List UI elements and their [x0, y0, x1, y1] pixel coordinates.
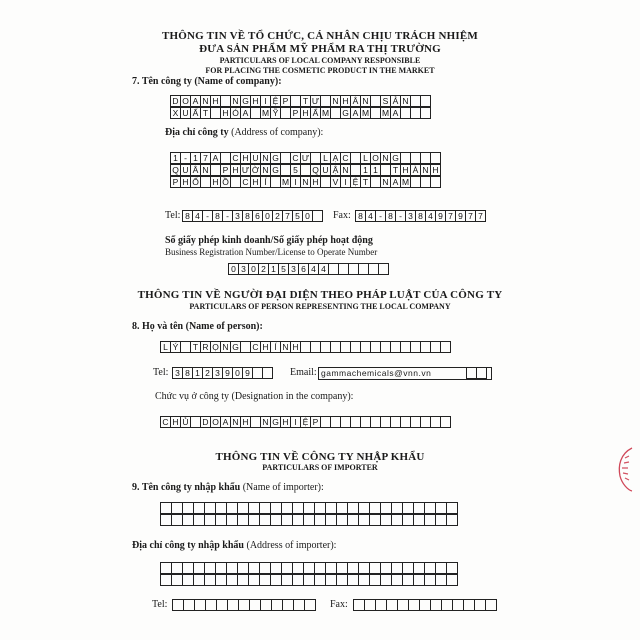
- char-box[interactable]: I: [260, 95, 271, 107]
- char-box[interactable]: Ọ: [210, 341, 221, 353]
- char-box[interactable]: M: [361, 108, 370, 118]
- header-responsible-vn-1: THÔNG TIN VỀ TỔ CHỨC, CÁ NHÂN CHỊU TRÁCH NHIỆM: [161, 30, 478, 42]
- importer-tel-boxes[interactable]: [172, 599, 316, 611]
- char-box[interactable]: -: [180, 152, 191, 164]
- char-box[interactable]: 1: [170, 152, 181, 164]
- importer-address-label: Địa chỉ công ty nhập khẩu (Address of importer):: [132, 540, 337, 551]
- company-address-boxes-2[interactable]: [170, 164, 441, 176]
- char-box[interactable]: A: [390, 176, 401, 188]
- char-box[interactable]: S: [380, 95, 391, 107]
- company-name-boxes-2[interactable]: [170, 107, 431, 119]
- char-box[interactable]: G: [230, 341, 241, 353]
- char-box[interactable]: I: [290, 176, 301, 188]
- char-box[interactable]: N: [340, 164, 351, 176]
- char-box[interactable]: [446, 502, 458, 514]
- char-box[interactable]: M: [321, 108, 330, 118]
- person-email-box[interactable]: gammachemicals@vnn.vn: [318, 367, 492, 380]
- char-box[interactable]: -: [222, 210, 233, 222]
- char-box[interactable]: N: [380, 152, 391, 164]
- char-box[interactable]: H: [230, 164, 241, 176]
- char-box[interactable]: O: [210, 416, 221, 428]
- importer-fax-label: Fax:: [330, 599, 348, 610]
- char-box[interactable]: N: [330, 95, 341, 107]
- char-box[interactable]: 7: [465, 210, 476, 222]
- char-box[interactable]: C: [240, 176, 251, 188]
- char-box[interactable]: Í: [260, 176, 271, 188]
- char-box[interactable]: H: [210, 176, 221, 188]
- char-box[interactable]: C: [230, 152, 241, 164]
- char-box[interactable]: Ệ: [350, 176, 361, 188]
- designation-label: Chức vụ ở công ty (Designation in the company):: [155, 391, 354, 402]
- char-box[interactable]: N: [220, 341, 231, 353]
- char-box[interactable]: P: [290, 107, 301, 119]
- char-box[interactable]: N: [260, 416, 271, 428]
- char-box[interactable]: C: [290, 152, 301, 164]
- header-representative-en: PARTICULARS OF PERSON REPRESENTING THE LOCAL COMPANY: [189, 302, 451, 311]
- person-email-trailing-boxes[interactable]: [466, 367, 487, 379]
- license-boxes[interactable]: [228, 263, 389, 275]
- char-box[interactable]: G: [270, 416, 281, 428]
- char-box[interactable]: P: [170, 176, 181, 188]
- char-box[interactable]: O: [180, 95, 191, 107]
- char-box[interactable]: [304, 599, 316, 611]
- char-box[interactable]: I: [340, 176, 351, 188]
- char-box[interactable]: 8: [242, 210, 253, 222]
- char-box[interactable]: A: [240, 107, 251, 119]
- char-box[interactable]: -: [395, 210, 406, 222]
- char-box[interactable]: H: [310, 176, 321, 188]
- char-box[interactable]: Ó: [230, 107, 241, 119]
- char-box[interactable]: Ậ: [330, 164, 341, 176]
- char-box[interactable]: 7: [282, 210, 293, 222]
- char-box[interactable]: 7: [200, 152, 211, 164]
- char-box[interactable]: C: [160, 416, 171, 428]
- char-box[interactable]: Ệ: [300, 416, 311, 428]
- char-box[interactable]: 5: [292, 210, 303, 222]
- char-box[interactable]: U: [180, 107, 191, 119]
- char-box[interactable]: Í: [270, 341, 281, 353]
- char-box[interactable]: 8: [182, 367, 193, 379]
- char-box[interactable]: Ẩ: [310, 107, 321, 119]
- char-box[interactable]: [430, 176, 441, 188]
- char-box[interactable]: Ả: [390, 95, 401, 107]
- char-box[interactable]: 1: [192, 367, 203, 379]
- char-box[interactable]: H: [280, 416, 291, 428]
- char-box[interactable]: 3: [212, 367, 223, 379]
- header-responsible-en-1: PARTICULARS OF LOCAL COMPANY RESPONSIBLE: [219, 56, 421, 65]
- char-box[interactable]: H: [260, 341, 271, 353]
- char-box[interactable]: 4: [365, 210, 376, 222]
- char-box[interactable]: Ủ: [180, 416, 191, 428]
- red-stamp-fragment: [614, 446, 634, 492]
- char-box[interactable]: C: [340, 152, 351, 164]
- person-email-label: Email:: [290, 367, 317, 378]
- char-box[interactable]: 5: [290, 164, 301, 176]
- company-fax-label: Fax:: [333, 210, 351, 221]
- char-box[interactable]: 8: [355, 210, 366, 222]
- char-box[interactable]: H: [240, 152, 251, 164]
- char-box[interactable]: 6: [252, 210, 263, 222]
- char-box[interactable]: H: [340, 95, 351, 107]
- char-box[interactable]: Ạ: [330, 152, 341, 164]
- char-box[interactable]: T: [300, 95, 311, 107]
- char-box[interactable]: 8: [385, 210, 396, 222]
- char-box[interactable]: D: [200, 416, 211, 428]
- char-box[interactable]: H: [290, 341, 301, 353]
- char-box[interactable]: 3: [232, 210, 243, 222]
- char-box[interactable]: 9: [435, 210, 446, 222]
- char-box[interactable]: V: [330, 176, 341, 188]
- char-box[interactable]: A: [220, 416, 231, 428]
- char-box[interactable]: [430, 152, 441, 164]
- char-box[interactable]: L: [320, 152, 331, 164]
- char-box[interactable]: L: [360, 152, 371, 164]
- char-box[interactable]: [420, 95, 431, 107]
- char-box[interactable]: H: [250, 95, 261, 107]
- char-box[interactable]: N: [300, 176, 311, 188]
- company-name-boxes-1[interactable]: [170, 95, 431, 107]
- header-importer-en: PARTICULARS OF IMPORTER: [262, 463, 378, 472]
- char-box[interactable]: H: [170, 416, 181, 428]
- char-box[interactable]: 0: [302, 210, 313, 222]
- char-box[interactable]: P: [220, 164, 231, 176]
- char-box[interactable]: 3: [288, 263, 299, 275]
- char-box[interactable]: [446, 514, 458, 526]
- char-box[interactable]: 3: [238, 263, 249, 275]
- char-box[interactable]: 4: [425, 210, 436, 222]
- char-box[interactable]: Ấ: [190, 107, 201, 119]
- char-box[interactable]: T: [190, 341, 201, 353]
- char-box[interactable]: 8: [182, 210, 193, 222]
- char-box[interactable]: -: [202, 210, 213, 222]
- char-box[interactable]: [440, 341, 451, 353]
- char-box[interactable]: Ồ: [220, 176, 231, 188]
- importer-address-boxes-1[interactable]: [160, 562, 458, 574]
- char-box[interactable]: [440, 416, 451, 428]
- char-box[interactable]: Ư: [311, 96, 320, 106]
- char-box[interactable]: N: [200, 164, 211, 176]
- char-box[interactable]: [378, 263, 389, 275]
- char-box[interactable]: 1: [370, 164, 381, 176]
- char-box[interactable]: À: [410, 164, 421, 176]
- char-box[interactable]: 3: [405, 210, 416, 222]
- char-box[interactable]: N: [380, 176, 391, 188]
- char-box[interactable]: 4: [192, 210, 203, 222]
- person-name-boxes[interactable]: [160, 341, 451, 353]
- char-box[interactable]: H: [210, 95, 221, 107]
- char-box[interactable]: M: [381, 108, 390, 118]
- char-box[interactable]: 1: [190, 152, 201, 164]
- char-box[interactable]: Ý: [170, 341, 181, 353]
- license-label-en: Business Registration Number/License to Operate Number: [165, 247, 378, 257]
- char-box[interactable]: 7: [475, 210, 486, 222]
- char-box[interactable]: 1: [268, 263, 279, 275]
- char-box[interactable]: [262, 367, 273, 379]
- char-box[interactable]: H: [240, 416, 251, 428]
- char-box[interactable]: H: [180, 176, 191, 188]
- char-box[interactable]: 8: [415, 210, 426, 222]
- char-box[interactable]: 7: [445, 210, 456, 222]
- char-box[interactable]: H: [220, 107, 231, 119]
- char-box[interactable]: 0: [228, 263, 239, 275]
- char-box[interactable]: M: [281, 177, 290, 187]
- char-box[interactable]: H: [430, 164, 441, 176]
- company-address-boxes-3[interactable]: [170, 176, 441, 188]
- char-box[interactable]: N: [400, 95, 411, 107]
- char-box[interactable]: 2: [258, 263, 269, 275]
- char-box[interactable]: H: [300, 107, 311, 119]
- char-box[interactable]: H: [250, 176, 261, 188]
- company-address-label: Địa chỉ công ty (Address of company):: [165, 127, 324, 138]
- importer-name-label: 9. Tên công ty nhập khẩu (Name of importer):: [132, 482, 324, 493]
- char-box[interactable]: N: [420, 164, 431, 176]
- company-tel-label: Tel:: [165, 210, 181, 221]
- license-label-vn: Số giấy phép kinh doanh/Số giấy phép hoạt động: [165, 235, 373, 246]
- char-box[interactable]: 4: [318, 263, 329, 275]
- char-box[interactable]: N: [260, 152, 271, 164]
- designation-boxes[interactable]: [160, 416, 451, 428]
- char-box[interactable]: 1: [360, 164, 371, 176]
- header-responsible-vn-2: ĐƯA SẢN PHẨM MỸ PHẨM RA THỊ TRƯỜNG: [199, 43, 441, 55]
- char-box[interactable]: G: [270, 164, 281, 176]
- importer-fax-boxes[interactable]: [353, 599, 497, 611]
- importer-address-boxes-2[interactable]: [160, 574, 458, 586]
- char-box[interactable]: [446, 574, 458, 586]
- char-box[interactable]: G: [340, 107, 351, 119]
- char-box[interactable]: 3: [172, 367, 183, 379]
- char-box[interactable]: Q: [170, 164, 181, 176]
- char-box[interactable]: A: [390, 107, 401, 119]
- person-tel-boxes[interactable]: [172, 367, 273, 379]
- char-box[interactable]: Ệ: [270, 95, 281, 107]
- char-box[interactable]: A: [210, 152, 221, 164]
- char-box[interactable]: 6: [298, 263, 309, 275]
- char-box[interactable]: U: [180, 164, 191, 176]
- char-box[interactable]: Â: [190, 164, 201, 176]
- header-representative-vn: THÔNG TIN VỀ NGƯỜI ĐẠI DIỆN THEO PHÁP LUẬT CỦA CÔNG TY: [137, 289, 503, 301]
- char-box[interactable]: P: [310, 416, 321, 428]
- char-box[interactable]: L: [160, 341, 171, 353]
- char-box[interactable]: [446, 562, 458, 574]
- char-box[interactable]: X: [170, 107, 181, 119]
- char-box[interactable]: N: [260, 164, 271, 176]
- char-box[interactable]: P: [280, 95, 291, 107]
- char-box[interactable]: N: [230, 95, 241, 107]
- char-box[interactable]: 2: [202, 367, 213, 379]
- company-fax-boxes[interactable]: [355, 210, 486, 222]
- char-box[interactable]: 8: [212, 210, 223, 222]
- char-box[interactable]: G: [390, 152, 401, 164]
- person-tel-label: Tel:: [153, 367, 169, 378]
- importer-name-boxes-1[interactable]: [160, 502, 458, 514]
- char-box[interactable]: Ỹ: [270, 107, 281, 119]
- char-box[interactable]: T: [200, 107, 211, 119]
- char-box[interactable]: 9: [222, 367, 233, 379]
- char-box[interactable]: G: [240, 95, 251, 107]
- char-box[interactable]: N: [360, 95, 371, 107]
- person-name-label: 8. Họ và tên (Name of person):: [132, 321, 263, 332]
- char-box[interactable]: A: [350, 107, 361, 119]
- char-box[interactable]: 5: [278, 263, 289, 275]
- char-box[interactable]: T: [360, 176, 371, 188]
- char-box[interactable]: Ố: [190, 176, 201, 188]
- char-box[interactable]: D: [170, 95, 181, 107]
- char-box[interactable]: M: [261, 108, 270, 118]
- importer-name-boxes-2[interactable]: [160, 514, 458, 526]
- char-box[interactable]: 9: [242, 367, 253, 379]
- char-box[interactable]: Â: [350, 95, 361, 107]
- char-box[interactable]: N: [230, 416, 241, 428]
- header-importer-vn: THÔNG TIN VỀ CÔNG TY NHẬP KHẨU: [215, 451, 425, 463]
- char-box[interactable]: A: [190, 95, 201, 107]
- char-box[interactable]: U: [320, 164, 331, 176]
- char-box[interactable]: O: [370, 152, 381, 164]
- company-tel-boxes[interactable]: [182, 210, 323, 222]
- header-responsible-en-2: FOR PLACING THE COSMETIC PRODUCT IN THE MARKET: [205, 66, 435, 75]
- char-box[interactable]: N: [200, 95, 211, 107]
- char-box[interactable]: [476, 367, 487, 379]
- company-address-boxes-1[interactable]: [170, 152, 441, 164]
- char-box[interactable]: T: [390, 164, 401, 176]
- char-box[interactable]: G: [270, 152, 281, 164]
- char-box[interactable]: Q: [310, 164, 321, 176]
- char-box[interactable]: N: [280, 341, 291, 353]
- char-box[interactable]: 0: [262, 210, 273, 222]
- char-box[interactable]: 0: [248, 263, 259, 275]
- char-box[interactable]: 2: [272, 210, 283, 222]
- char-box[interactable]: H: [400, 164, 411, 176]
- char-box[interactable]: U: [250, 152, 261, 164]
- company-name-label: 7. Tên công ty (Name of company):: [132, 76, 282, 87]
- char-box[interactable]: [420, 107, 431, 119]
- char-box[interactable]: Ư: [301, 153, 310, 163]
- char-box[interactable]: M: [401, 177, 410, 187]
- char-box[interactable]: 0: [232, 367, 243, 379]
- char-box[interactable]: R: [200, 341, 211, 353]
- char-box[interactable]: I: [290, 416, 301, 428]
- char-box[interactable]: [485, 599, 497, 611]
- char-box[interactable]: [312, 210, 323, 222]
- char-box[interactable]: -: [375, 210, 386, 222]
- char-box[interactable]: Ờ: [251, 165, 260, 175]
- importer-tel-label: Tel:: [152, 599, 168, 610]
- char-box[interactable]: 4: [308, 263, 319, 275]
- char-box[interactable]: Ư: [241, 165, 250, 175]
- char-box[interactable]: 9: [455, 210, 466, 222]
- char-box[interactable]: C: [250, 341, 261, 353]
